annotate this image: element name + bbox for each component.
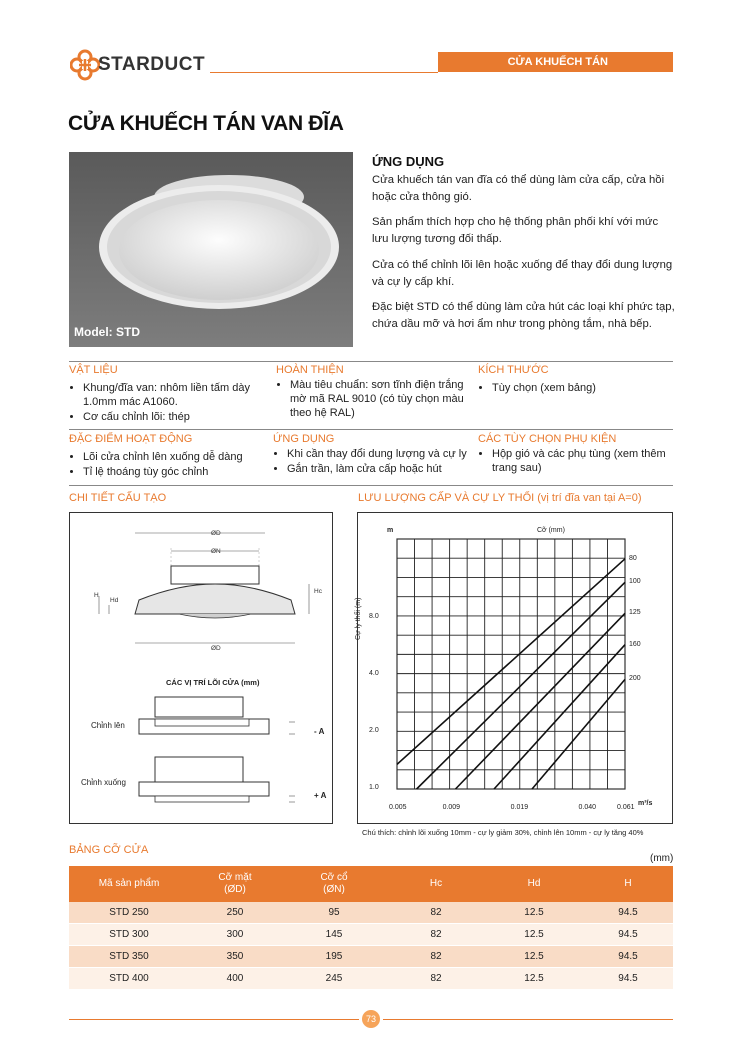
table-cell: 82 [387,902,485,924]
table-cell: STD 300 [69,924,189,946]
table-cell: 94.5 [583,924,673,946]
minus-a-label: - A [314,727,325,736]
x-tick-label: 0.009 [442,804,461,811]
divider [69,429,673,430]
dim-od-top: ØD [211,530,221,537]
table-cell: 12.5 [485,968,583,990]
raise-label: Chỉnh lên [91,721,125,730]
x-tick-label: 0.061 [617,804,635,811]
application-paragraph: Cửa có thể chỉnh lõi lên hoặc xuống để thay đổi dung lượng và cự ly cấp khí. [372,259,673,288]
page-number: 73 [362,1010,380,1028]
page-title: CỬA KHUẾCH TÁN VAN ĐĨA [68,112,344,135]
dimensions-heading: KÍCH THƯỚC [478,364,549,376]
series-label: 200 [629,675,641,683]
header-h: H [583,866,673,902]
chart-note: Chú thích: chỉnh lõi xuống 10mm - cự ly giảm 30%, chỉnh lên 10mm - cự ly tăng 40% [362,828,644,837]
application-heading: ỨNG DỤNG [372,154,445,169]
table-cell: 12.5 [485,924,583,946]
dim-h: H [94,592,99,599]
material-block [69,364,264,425]
table-cell: 12.5 [485,946,583,968]
dim-hc: Hc [314,588,322,595]
table-cell: 245 [281,968,387,990]
table-cell: 400 [189,968,281,990]
y-tick-label: 1.0 [369,784,379,791]
table-row [69,924,673,946]
header-hc: Hc [387,866,485,902]
table-cell: 94.5 [583,946,673,968]
chart-x-unit: m³/s [638,800,653,807]
finish-heading: HOÀN THIỆN [276,364,344,376]
header-neck-size: Cỡ cổ (ØN) [281,866,387,902]
table-cell: 82 [387,924,485,946]
lower-label: Chỉnh xuống [81,778,126,787]
x-tick-label: 0.019 [510,804,529,811]
table-cell: 94.5 [583,902,673,924]
dim-od-bottom: ØD [211,645,221,652]
table-row [69,968,673,990]
features-item: • Tỉ lệ thoáng tùy góc chỉnh [83,465,264,479]
x-tick-label: 0.005 [389,804,407,811]
options-heading: CÁC TÙY CHỌN PHỤ KIỆN [478,433,617,445]
size-table [69,866,673,990]
table-row [69,902,673,924]
starduct-logo-icon [70,48,100,82]
dimensions-block [478,364,673,396]
table-cell: 82 [387,968,485,990]
plus-a-label: + A [314,791,327,800]
table-row [69,946,673,968]
dim-on: ØN [211,548,221,555]
application-paragraph: Cửa khuếch tán van đĩa có thể dùng làm cửa cấp, cửa hồi hoặc cửa thông gió. [372,174,665,203]
usage-block [273,433,473,477]
usage-item: • Khi cần thay đổi dung lượng và cự ly [287,447,473,461]
chart-heading: LƯU LƯỢNG CẤP VÀ CỰ LY THỔI (vị trí đĩa van tại A=0) [358,492,642,504]
application-paragraph: Sản phẩm thích hợp cho hệ thống phân phối khí với mức lưu lượng tương đối thấp. [372,216,659,245]
table-cell: 95 [281,902,387,924]
usage-heading: ỨNG DỤNG [273,433,335,445]
model-label: Model: STD [74,325,140,339]
usage-item: • Gắn trần, làm cửa cấp hoặc hút [287,462,473,476]
table-cell: 94.5 [583,968,673,990]
finish-item: • Màu tiêu chuẩn: sơn tĩnh điện trắng mờ mã RAL 9010 (có tùy chọn màu theo hệ RAL) [290,378,471,420]
positions-title: CÁC VỊ TRÍ LÕI CỬA (mm) [166,678,260,687]
table-cell: STD 350 [69,946,189,968]
chart-y-unit: m [387,527,394,534]
finish-block [276,364,471,421]
series-label: 100 [629,578,641,586]
size-table-unit: (mm) [650,853,674,864]
table-cell: 12.5 [485,902,583,924]
footer-line-left [69,1019,359,1020]
y-tick-label: 2.0 [369,727,379,735]
table-cell: 250 [189,902,281,924]
header-face-size: Cỡ mặt (ØD) [189,866,281,902]
footer-line-right [383,1019,673,1020]
chart-size-label: Cỡ (mm) [537,527,565,534]
table-cell: 300 [189,924,281,946]
material-item: • Cơ cấu chỉnh lõi: thép [83,410,264,424]
table-cell: 82 [387,946,485,968]
features-heading: ĐẶC ĐIỂM HOẠT ĐỘNG [69,433,193,445]
x-tick-label: 0.040 [578,804,597,811]
dimensions-item: • Tùy chọn (xem bảng) [492,381,673,395]
size-table-heading: BẢNG CỠ CỬA [69,844,149,856]
header-product-code: Mã sản phẩm [69,866,189,902]
options-item: • Hộp gió và các phụ tùng (xem thêm trang sau) [492,447,673,475]
material-item: • Khung/đĩa van: nhôm liền tấm dày 1.0mm mác A1060. [83,381,264,409]
table-cell: STD 250 [69,902,189,924]
table-cell: 145 [281,924,387,946]
table-cell: STD 400 [69,968,189,990]
y-tick-label: 4.0 [369,670,379,678]
series-label: 125 [629,609,641,617]
chart-ylabel: Cự ly thổi (m) [355,597,362,640]
flow-chart [357,512,673,824]
series-label: 80 [629,554,637,562]
divider [69,485,673,486]
features-item: • Lõi cửa chỉnh lên xuống dễ dàng [83,450,264,464]
options-block [478,433,673,476]
product-photo [69,152,353,347]
construction-heading: CHI TIẾT CẤU TẠO [69,492,167,504]
series-label: 160 [629,640,641,648]
header-hd: Hd [485,866,583,902]
dim-hd: Hd [110,597,119,604]
section-tab: CỬA KHUẾCH TÁN [438,52,673,72]
material-heading: VẬT LIỆU [69,364,118,376]
features-block [69,433,264,480]
divider [69,361,673,362]
brand-name: STARDUCT [98,54,206,75]
application-paragraph: Đặc biệt STD có thể dùng làm cửa hút các loại khí phức tạp, chứa dầu mỡ và hơi ẩm như trong phòng tắm, nhà bếp. [372,301,675,330]
table-cell: 350 [189,946,281,968]
table-cell: 195 [281,946,387,968]
header-divider [210,72,438,73]
y-tick-label: 8.0 [369,613,379,621]
